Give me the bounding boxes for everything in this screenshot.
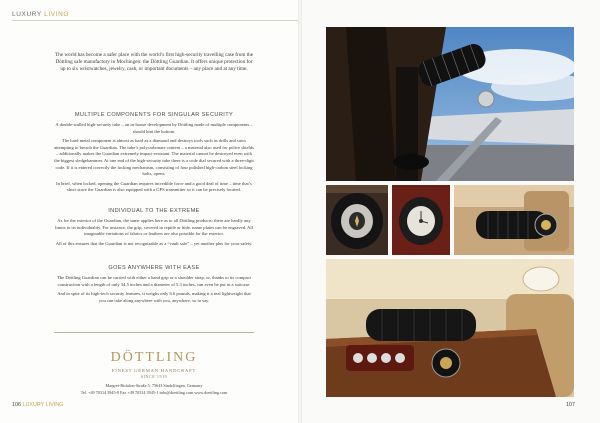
address-line-1: Margret-Rickdon-Straße 5, 75643 Sindelfingen, Germany <box>105 383 203 388</box>
divider <box>54 332 254 333</box>
watch-interior-photo <box>392 185 450 255</box>
section-heading-security: MULTIPLE COMPONENTS FOR SINGULAR SECURITY <box>74 112 234 118</box>
paragraph: The hard metal component is almost as hard as a diamond and destroys tools such as drills and saws attempting to breach the Guardian. The tube’s polycarbonate content – a material also used for police shields – additionally makes the Guardian extremely impact-resistant. The material cannot be destroyed even with the biggest sledgehammer. At one end of the high-security tube there is a code dial secured with a three-digit code. If it is entered correctly the locking mechanism, consisting of four polished high-carbon steel locking bolts, opens. <box>54 138 254 177</box>
paragraph: In brief, when locked, opening the Guardian requires incredible force and a good deal of time – time that’s short since the Guardian is also equipped with a GPS transmitter so it can be precisely located. <box>56 180 252 193</box>
folio-number: 106 <box>12 402 21 408</box>
logo-wordmark: DÖTTLING <box>110 350 198 365</box>
page-number-left <box>12 402 63 408</box>
spine-gutter <box>298 0 302 423</box>
paragraph: And in spite of its high-tech security features, it weighs only 6.6 pounds, making it a real lightweight that you can take along anywhere with you, anywhere, so to say. <box>57 291 251 303</box>
guardian-seat-photo <box>454 185 574 255</box>
paragraph: A double-walled high-security tube – an in-house development by Döttling made of multiple components – should hint the bottom. <box>55 122 253 134</box>
running-head <box>12 11 69 18</box>
section-heading-anywhere: GOES ANYWHERE WITH EASE <box>108 265 200 271</box>
header-rule <box>12 20 298 21</box>
folio-title: LUXURY LIVING <box>22 402 64 408</box>
running-head-part2: LIVING <box>44 11 70 18</box>
section-heading-individual: INDIVIDUAL TO THE EXTREME <box>108 208 200 214</box>
cabin-table-photo <box>326 259 574 397</box>
paragraph: All of this ensures that the Guardian is not recognizable as a “vault safe” – yet another plus for your safety. <box>55 240 253 246</box>
logo-tagline: FINEST GERMAN HANDCRAFT <box>111 368 197 373</box>
intro-paragraph: The world has become a safer place with the world’s first high-security travelling case from the Döttling safe manufactory in Mochingen: the Döttling Guardian. It offers unique protection for up to six wristwatches, jewelry, cash, or important documents – any place and at any time. <box>54 52 254 73</box>
running-head-part1: LUXURY <box>12 11 42 18</box>
guardian-dial-photo <box>326 185 388 255</box>
logo-since: SINCE 1919 <box>140 374 168 379</box>
jet-stairs-photo <box>326 27 574 181</box>
section-body-security <box>54 122 254 197</box>
section-body-anywhere <box>54 275 254 307</box>
paragraph: As for the exterior of the Guardian, the same applies here as to all Döttling products: there are hardly any limits to its individuality. For instance, the grip, covered in reptile or hide, name plates can be engraved. All imaginable variations of fabrics or leathers are also possible for the exterior. <box>55 218 253 237</box>
address-line-2: Tel. +49 70314 3945-0 Fax +49 70314 3945-1 info@doettling.com www.doettling.com <box>80 390 228 395</box>
page-number-right: 107 <box>566 402 575 408</box>
paragraph: The Döttling Guardian can be carried with either a hand grip or a shoulder strap, or, thanks to its compact construction with a length of only 34.5 inches and a diameter of 5.3 inches, can even be put in a suitcase. <box>57 275 251 287</box>
section-body-individual <box>54 218 254 250</box>
